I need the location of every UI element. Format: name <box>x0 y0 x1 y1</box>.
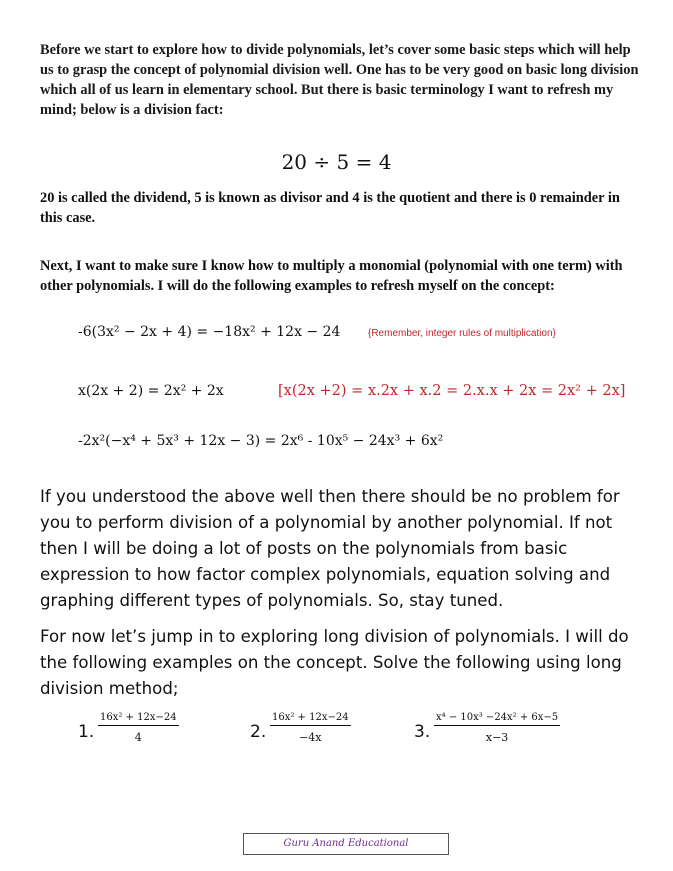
problem-number: 2. <box>250 722 267 742</box>
example-2-note: [x(2x +2) = x.2x + x.2 = 2.x.x + 2x = 2x² + 2x] <box>278 383 626 399</box>
numerator: 16x² + 12x−24 <box>270 712 351 726</box>
fraction <box>98 712 179 744</box>
problem-number: 1. <box>78 722 95 742</box>
denominator: 4 <box>134 731 142 744</box>
monomial-intro-paragraph: Next, I want to make sure I know how to multiply a monomial (polynomial with one term) with other polynomials. I will do the following examples to refresh myself on the concept: <box>40 258 623 294</box>
problem-number: 3. <box>414 722 431 742</box>
footer-credit: Guru Anand Educational <box>243 833 449 855</box>
denominator: −4x <box>299 731 322 744</box>
fraction <box>434 712 560 744</box>
terminology-paragraph: 20 is called the dividend, 5 is known as divisor and 4 is the quotient and there is 0 remainder in this case. <box>40 190 620 226</box>
understood-paragraph: If you understood the above well then there should be no problem for you to perform division of a polynomial by another polynomial. If not then I will be doing a lot of posts on the polynomials from basic expression to how factor complex polynomials, equation solving and graphing different types of polynomials. So, stay tuned. <box>40 487 620 610</box>
example-3-equation: -2x²(−x⁴ + 5x³ + 12x − 3) = 2x⁶ - 10x⁵ − 24x³ + 6x² <box>78 433 444 449</box>
jump-paragraph: For now let’s jump in to exploring long division of polynomials. I will do the following examples on the concept. Solve the following using long division method; <box>40 627 629 698</box>
fraction <box>270 712 351 744</box>
numerator: 16x² + 12x−24 <box>98 712 179 726</box>
intro-paragraph: Before we start to explore how to divide polynomials, let’s cover some basic steps which will help us to grasp the concept of polynomial division well. One has to be very good on basic long division which all of us learn in elementary school. But there is basic terminology I want to refresh my mind; below is a division fact: <box>40 42 639 118</box>
numerator: x⁴ − 10x³ −24x² + 6x−5 <box>434 712 560 726</box>
example-1-equation: -6(3x² − 2x + 4) = −18x² + 12x − 24 <box>78 324 341 340</box>
example-1-note: {Remember, integer rules of multiplication} <box>368 328 556 339</box>
division-fact: 20 ÷ 5 = 4 <box>281 150 392 174</box>
denominator: x−3 <box>485 731 509 744</box>
example-2-equation: x(2x + 2) = 2x² + 2x <box>78 383 224 399</box>
